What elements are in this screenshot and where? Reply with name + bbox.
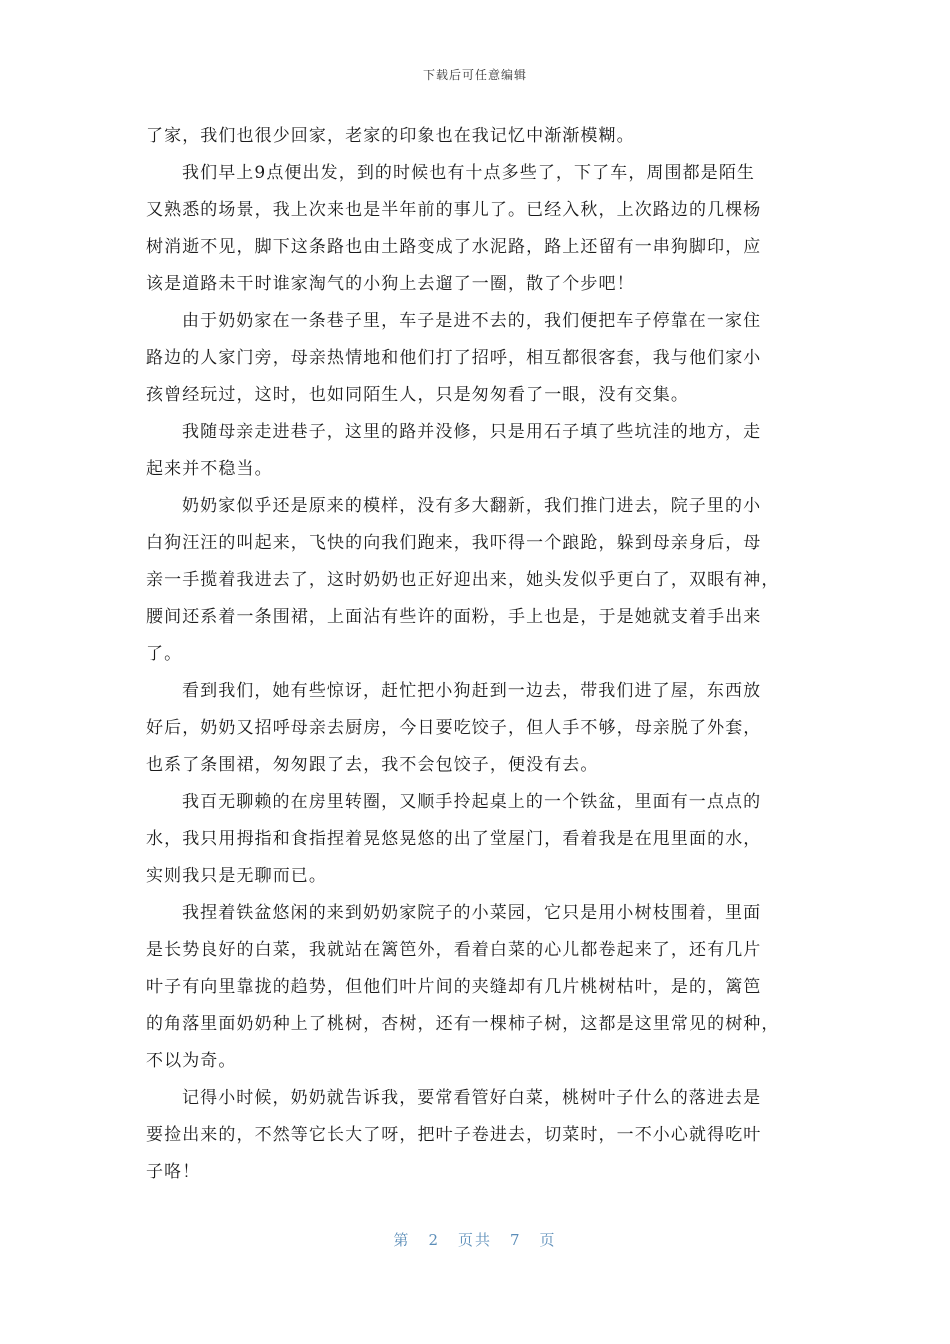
text-line: 白狗汪汪的叫起来，飞快的向我们跑来，我吓得一个踉跄，躲到母亲身后，母 — [146, 533, 762, 553]
text-line: 我们早上9点便出发，到的时候也有十点多些了，下了车，周围都是陌生 — [182, 163, 756, 183]
text-line: 亲一手揽着我进去了，这时奶奶也正好迎出来，她头发似乎更白了，双眼有神， — [146, 570, 780, 590]
text-line: 也系了条围裙，匆匆跟了去，我不会包饺子，便没有去。 — [146, 755, 599, 775]
text-line: 要捡出来的，不然等它长大了呀，把叶子卷进去，切菜时，一不小心就得吃叶 — [146, 1125, 762, 1145]
text-line: 水，我只用拇指和食指捏着晃悠晃悠的出了堂屋门，看着我是在甩里面的水， — [146, 829, 762, 849]
text-line: 好后，奶奶又招呼母亲去厨房，今日要吃饺子，但人手不够，母亲脱了外套， — [146, 718, 762, 738]
text-line: 起来并不稳当。 — [146, 459, 273, 479]
text-line: 叶子有向里靠拢的趋势，但他们叶片间的夹缝却有几片桃树枯叶，是的，篱笆 — [146, 977, 762, 997]
header-note: 下载后可任意编辑 — [422, 68, 527, 82]
text-line: 奶奶家似乎还是原来的模样，没有多大翻新，我们推门进去，院子里的小 — [182, 496, 762, 516]
footer-suffix: 页 — [539, 1231, 557, 1249]
page-header — [0, 66, 950, 83]
text-line: 我捏着铁盆悠闲的来到奶奶家院子的小菜园，它只是用小树枝围着，里面 — [182, 903, 762, 923]
text-line: 不以为奇。 — [146, 1051, 237, 1071]
text-line: 子咯！ — [146, 1162, 201, 1182]
text-line: 路边的人家门旁，母亲热情地和他们打了招呼，相互都很客套，我与他们家小 — [146, 348, 762, 368]
text-line: 孩曾经玩过，这时，也如同陌生人，只是匆匆看了一眼，没有交集。 — [146, 385, 689, 405]
text-line: 了。 — [146, 644, 183, 664]
total-pages-number: 7 — [510, 1231, 522, 1249]
page-footer — [0, 1229, 950, 1250]
text-line: 的角落里面奶奶种上了桃树，杏树，还有一棵柿子树，这都是这里常见的树种， — [146, 1014, 780, 1034]
text-line: 实则我只是无聊而已。 — [146, 866, 327, 886]
text-line: 记得小时候，奶奶就告诉我，要常看管好白菜，桃树叶子什么的落进去是 — [182, 1088, 762, 1108]
current-page-number: 2 — [428, 1231, 440, 1249]
text-line: 了家，我们也很少回家，老家的印象也在我记忆中渐渐模糊。 — [146, 126, 635, 146]
text-line: 树消逝不见，脚下这条路也由土路变成了水泥路，路上还留有一串狗脚印，应 — [146, 237, 762, 257]
text-line: 又熟悉的场景，我上次来也是半年前的事儿了。已经入秋，上次路边的几棵杨 — [146, 200, 762, 220]
text-line: 腰间还系着一条围裙，上面沾有些许的面粉，手上也是，于是她就支着手出来 — [146, 607, 762, 627]
text-line: 是长势良好的白菜，我就站在篱笆外，看着白菜的心儿都卷起来了，还有几片 — [146, 940, 762, 960]
text-line: 我百无聊赖的在房里转圈，又顺手拎起桌上的一个铁盆，里面有一点点的 — [182, 792, 762, 812]
document-body — [146, 118, 806, 1191]
text-line: 看到我们，她有些惊讶，赶忙把小狗赶到一边去，带我们进了屋，东西放 — [182, 681, 762, 701]
text-line: 由于奶奶家在一条巷子里，车子是进不去的，我们便把车子停靠在一家住 — [182, 311, 762, 331]
footer-middle: 页共 — [457, 1231, 492, 1249]
footer-prefix: 第 — [393, 1231, 411, 1249]
text-line: 我随母亲走进巷子，这里的路并没修，只是用石子填了些坑洼的地方，走 — [182, 422, 762, 442]
text-line: 该是道路未干时谁家淘气的小狗上去遛了一圈，散了个步吧！ — [146, 274, 635, 294]
